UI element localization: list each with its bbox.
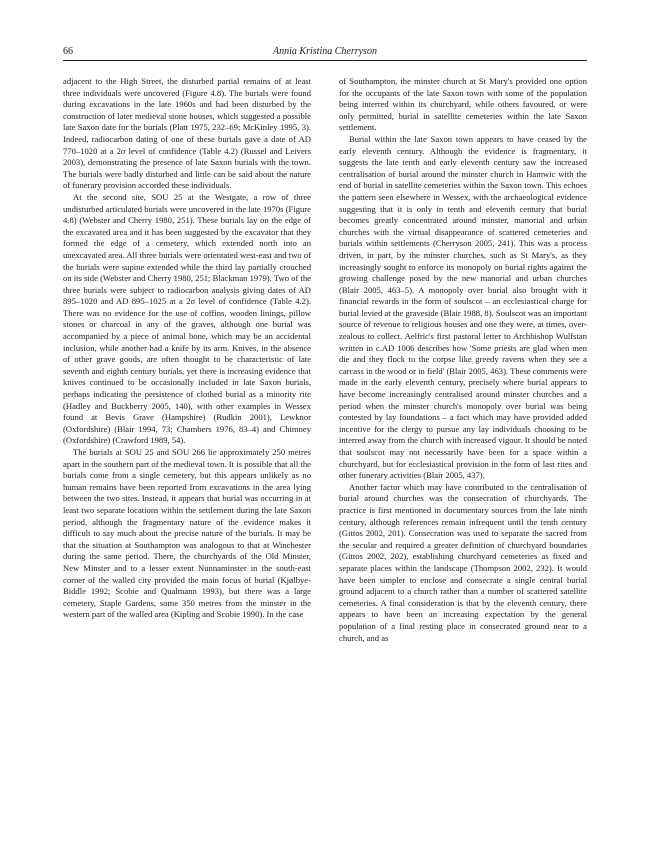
paragraph: Another factor which may have contributed to the centralisation of burial around churches was the consecration of churchyards. The practice is first mentioned in documentary sources from the late ninth century, although references remain infrequent until the tenth century (Gittos 2002, 201). Consecration was used to separate the sacred from the secular and required a greater definition of churchyard boundaries (Gittos 2002, 202), establishing churchyard cemeteries as fixed and separate places within the landscape (Thompson 2002, 232). It would have been simpler to enclose and consecrate a single central burial ground adjacent to a church rather than a number of scattered satellite cemeteries. A final consideration is that by the eleventh century, there appears to have been an increasing expectation by the general population of a final resting place in consecrated ground near to a church, and as <box>339 481 587 643</box>
right-column <box>339 76 587 804</box>
left-column <box>63 76 311 804</box>
paragraph: of Southampton, the minster church at St Mary's provided one option for the occupants of the late Saxon town with some of the population being interred within its churchyard, while others favoured, or were only permitted, burial in satellite cemeteries within the late Saxon settlement. <box>339 76 587 133</box>
paragraph: At the second site, SOU 25 at the Westgate, a row of three undisturbed articulated burials were uncovered in the late 1970s (Figure 4.8) (Webster and Cherry 1980, 251). These burials lay on the edge of the excavated area and it has been suggested by the excavator that they formed the edge of a cemetery, which extended north into an unexcavated area. All three burials were orientated west-east and two of the burials were supine extended while the third lay partially crouched on its side (Webster and Cherry 1980, 251; Blackman 1979). Two of the three burials were subject to radiocarbon analysis giving dates of AD 895–1020 and AD 895–1025 at a 2σ level of confidence (Table 4.2). There was no evidence for the use of coffins, wooden linings, pillow stones or charcoal in any of the graves, although one burial was accompanied by a piece of animal bone, which may be an accidental inclusion, while another had a knife by its arm. Knives, in the absence of other grave goods, are often thought to be characteristic of late seventh and eighth century burials, yet there is increasing evidence that knives continued to be occasionally included in late Saxon burials, perhaps indicating the persistence of clothed burial as a minority rite (Hadley and Buckberry 2005, 140), with other examples in Wessex found at Bevis Grave (Hampshire) (Rudkin 2001), Lewknor (Oxfordshire) (Blair 1994, 73; Chambers 1976, 83–4) and Chimney (Oxfordshire) (Crawford 1989, 54). <box>63 191 311 446</box>
paragraph: The burials at SOU 25 and SOU 266 lie approximately 250 metres apart in the southern part of the medieval town. It is possible that all the burials come from a single cemetery, but this appears unlikely as no human remains have been reported from excavations in the area lying between the two sites. Instead, it appears that burial was occurring in at least two separate locations within the settlement during the late Saxon period, although the fragmentary nature of the evidence makes it difficult to say much about the precise nature of the burials. It may be that the situation at Southampton was analogous to that at Winchester during the same period. There, the churchyards of the Old Minster, New Minster and to a lesser extent Nunnaminster in the south-east corner of the walled city provided the main focus of burial (Kjølbye-Biddle 1992; Scobie and Qualmann 1993), but there was a large cemetery, Staple Gardens, some 350 metres from the minster in the western part of the walled area (Kipling and Scobie 1990). In the case <box>63 447 311 620</box>
running-head: Annia Kristina Cherryson <box>273 46 377 57</box>
paragraph: Burial within the late Saxon town appears to have ceased by the early eleventh century. Although the evidence is fragmentary, it suggests the late tenth and early eleventh century saw the increased centralisation of burial around the minster church in Hamwic with the end of burial in satellite cemeteries within the Saxon town. This echoes the pattern seen elsewhere in Wessex, with the archaeological evidence suggesting that it is only in tenth and eleventh century that burial becomes greatly concentrated around minster, manorial and urban churches with the virtual disappearance of scattered cemeteries and burials within settlements (Cherryson 2005, 241). This was a process driven, in part, by the minster churches, such as St Mary's, as they increasingly sought to enforce its monopoly on burial rights against the growing challenge posed by the new manorial and urban churches (Blair 2005, 463–5). A monopoly over burial also brought with it financial rewards in the form of soulscot – an ecclesiastical charge for burial levied at the graveside (Blair 1988, 8). Soulscot was an important source of revenue to religious houses and one they were, at times, over-zealous to collect. Aelfric's first pastoral letter to Archbishop Wulfstan written in c.AD 1006 describes how 'Some priests are glad when men die and they flock to the corpse like greedy ravens when they see a carcass in the wood or in field' (Blair 2005, 463). These comments were made in the early eleventh century, precisely where burial appears to have become increasingly centralised around minster churches and a period when the minster church's monopoly over burial was being contested by lay foundations – a fact which may have provided added incentive for the clergy to pursue any lay individuals choosing to be interred away from the church with increased vigour. It should be noted that soulscot may not necessarily have been for a space within a churchyard, but for ecclesiastical provision in the form of last rites and other funerary activities (Blair 2005, 437). <box>339 133 587 481</box>
page-header <box>63 44 587 61</box>
paragraph: adjacent to the High Street, the disturbed partial remains of at least three individuals were uncovered (Figure 4.8). The burials were found during excavations in the late 1960s and had been disturbed by the construction of later medieval stone houses, which suggested a possible late Saxon date for the burials (Platt 1975, 232–69; McKinley 1995, 3). Indeed, radiocarbon dating of one of these burials gave a date of AD 770–1020 at a 2σ level of confidence (Table 4.2) (Russel and Leivers 2003), demonstrating the presence of late Saxon burials with the town. The burials were badly disturbed and little can be said about the nature of funerary provision accorded these individuals. <box>63 76 311 191</box>
page-number: 66 <box>63 46 73 57</box>
